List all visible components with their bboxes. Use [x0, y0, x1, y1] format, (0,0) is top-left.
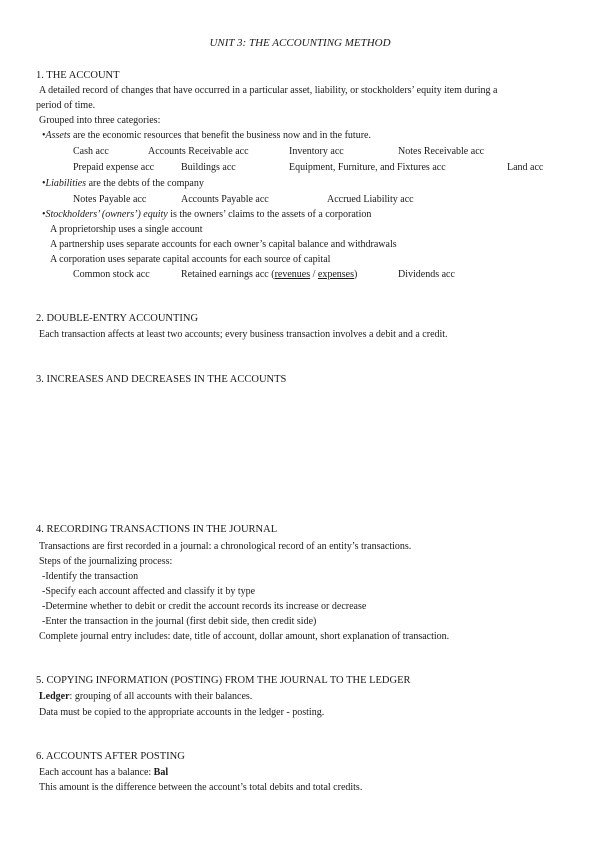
step-1: -Identify the transaction — [42, 571, 139, 582]
step-4: -Enter the transaction in the journal (first debit side, then credit side) — [42, 616, 317, 627]
complete-entry-text: Complete journal entry includes: date, title of account, dollar amount, short explanation of transaction. — [39, 631, 450, 642]
account-equipment: Equipment, Furniture, and Fixtures acc — [289, 162, 446, 173]
account-retained-earnings: Retained earnings acc (revenues / expenses) — [181, 269, 358, 280]
account-accounts-receivable: Accounts Receivable acc — [148, 146, 249, 157]
balance-term: Bal — [153, 767, 169, 778]
account-definition-line-1: A detailed record of changes that have occurred in a particular asset, liability, or stockholders’ equity item during a — [39, 85, 498, 96]
proprietorship-text: A proprietorship uses a single account — [50, 224, 203, 235]
account-accounts-payable: Accounts Payable acc — [181, 194, 269, 205]
revenues-term: revenues — [274, 269, 311, 280]
equity-line: •Stockholders’ (owners’) equity is the owners’ claims to the assets of a corporation — [42, 209, 372, 220]
partnership-text: A partnership uses separate accounts for each owner’s capital balance and withdrawals — [50, 239, 397, 250]
liabilities-description: are the debts of the company — [86, 178, 204, 189]
section-4-heading: 4. RECORDING TRANSACTIONS IN THE JOURNAL — [36, 524, 278, 535]
posting-text: Data must be copied to the appropriate accounts in the ledger - posting. — [39, 707, 325, 718]
account-accrued-liability: Accrued Liability acc — [327, 194, 414, 205]
grouped-text: Grouped into three categories: — [39, 115, 161, 126]
account-definition-line-2: period of time. — [36, 100, 96, 111]
step-2: -Specify each account affected and classify it by type — [42, 586, 256, 597]
balance-line: Each account has a balance: Bal — [39, 767, 169, 778]
liabilities-term: Liabilities — [45, 178, 87, 189]
account-land: Land acc — [507, 162, 544, 173]
journal-intro: Transactions are first recorded in a journal: a chronological record of an entity’s transactions. — [39, 541, 412, 552]
account-notes-payable: Notes Payable acc — [73, 194, 147, 205]
assets-description: are the economic resources that benefit the business now and in the future. — [70, 130, 371, 141]
section-6-heading: 6. ACCOUNTS AFTER POSTING — [36, 751, 185, 762]
expenses-term: expenses — [317, 269, 355, 280]
account-common-stock: Common stock acc — [73, 269, 150, 280]
liabilities-line: •Liabilities are the debts of the company — [42, 178, 204, 189]
double-entry-text: Each transaction affects at least two accounts; every business transaction involves a debit and a credit. — [39, 329, 448, 340]
equity-description: is the owners’ claims to the assets of a corporation — [167, 209, 372, 220]
account-notes-receivable: Notes Receivable acc — [398, 146, 485, 157]
steps-label: Steps of the journalizing process: — [39, 556, 173, 567]
equity-term: Stockholders’ (owners’) equity — [45, 209, 168, 220]
step-3: -Determine whether to debit or credit the account records its increase or decrease — [42, 601, 367, 612]
page-title: UNIT 3: THE ACCOUNTING METHOD — [209, 37, 391, 49]
section-2-heading: 2. DOUBLE-ENTRY ACCOUNTING — [36, 313, 199, 324]
account-cash: Cash acc — [73, 146, 109, 157]
assets-line: •Assets are the economic resources that benefit the business now and in the future. — [42, 130, 371, 141]
section-5-heading: 5. COPYING INFORMATION (POSTING) FROM THE JOURNAL TO THE LEDGER — [36, 675, 411, 686]
section-1-heading: 1. THE ACCOUNT — [36, 70, 120, 81]
corporation-text: A corporation uses separate capital accounts for each source of capital — [50, 254, 331, 265]
balance-difference-text: This amount is the difference between the account’s total debits and total credits. — [39, 782, 363, 793]
account-buildings: Buildings acc — [181, 162, 236, 173]
ledger-line — [39, 690, 252, 703]
account-prepaid-expense: Prepaid expense acc — [73, 162, 155, 173]
ledger-description: : grouping of all accounts with their balances. — [69, 691, 253, 702]
section-3-heading: 3. INCREASES AND DECREASES IN THE ACCOUNTS — [36, 374, 287, 385]
ledger-term: Ledger — [39, 691, 70, 702]
account-inventory: Inventory acc — [289, 146, 344, 157]
assets-term: Assets — [45, 130, 71, 141]
account-dividends: Dividends acc — [398, 269, 455, 280]
